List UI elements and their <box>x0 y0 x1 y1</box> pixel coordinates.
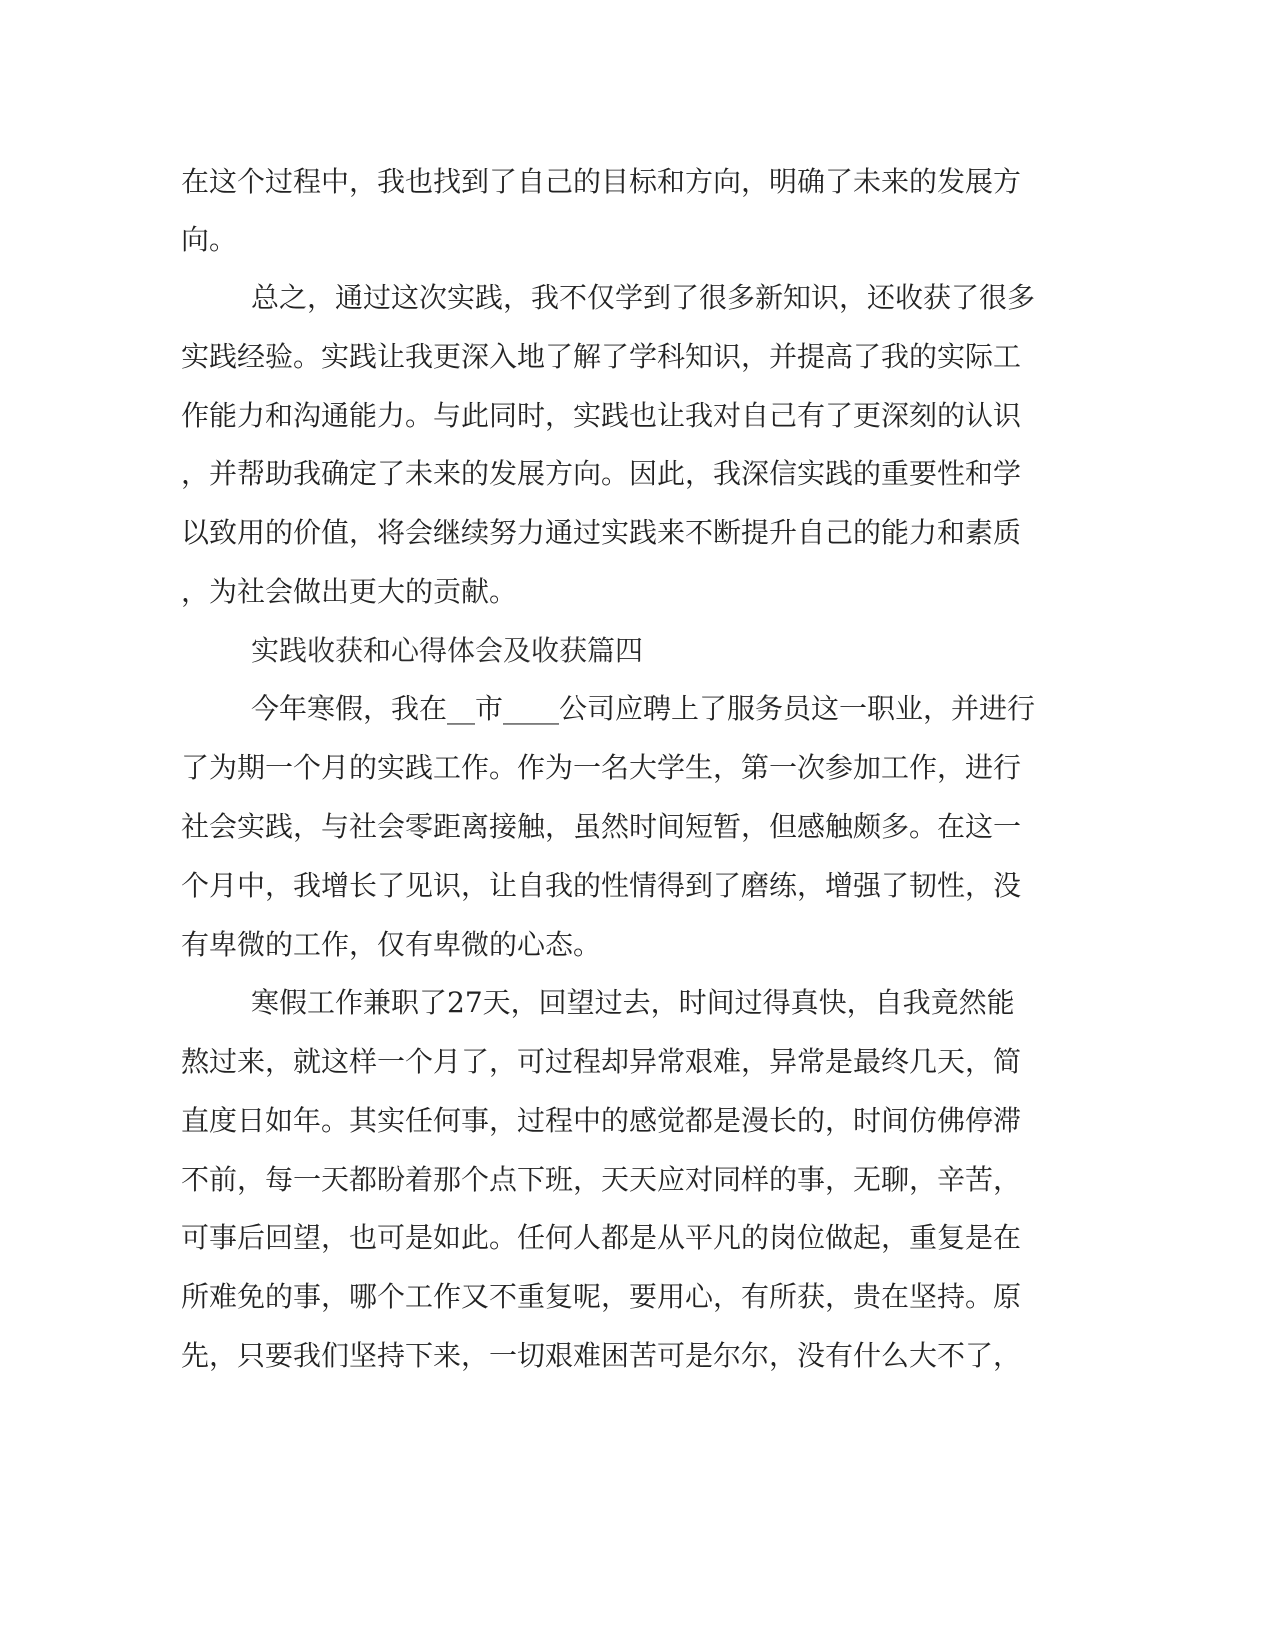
paragraph-line: 个月中，我增长了见识，让自我的性情得到了磨练，增强了韧性，没 <box>181 869 1022 902</box>
paragraph-line: 所难免的事，哪个工作又不重复呢，要用心，有所获，贵在坚持。原 <box>181 1280 1022 1313</box>
paragraph-line: 作能力和沟通能力。与此同时，实践也让我对自己有了更深刻的认识 <box>181 399 1022 432</box>
paragraph-line: ，为社会做出更大的贡献。 <box>181 575 518 608</box>
paragraph-line: ，并帮助我确定了未来的发展方向。因此，我深信实践的重要性和学 <box>181 457 1022 490</box>
paragraph-line: 直度日如年。其实任何事，过程中的感觉都是漫长的，时间仿佛停滞 <box>181 1104 1022 1137</box>
paragraph-line: 可事后回望，也可是如此。任何人都是从平凡的岗位做起，重复是在 <box>181 1221 1022 1254</box>
paragraph-line: 向。 <box>181 223 238 256</box>
paragraph-line: 了为期一个月的实践工作。作为一名大学生，第一次参加工作，进行 <box>181 751 1022 784</box>
paragraph-line: 在这个过程中，我也找到了自己的目标和方向，明确了未来的发展方 <box>181 165 1022 198</box>
paragraph-line: 社会实践，与社会零距离接触，虽然时间短暂，但感触颇多。在这一 <box>181 810 1022 843</box>
paragraph-line: 以致用的价值，将会继续努力通过实践来不断提升自己的能力和素质 <box>181 516 1022 549</box>
paragraph-line: 熬过来，就这样一个月了，可过程却异常艰难，异常是最终几天，简 <box>181 1045 1022 1078</box>
paragraph-line: 今年寒假，我在__市____公司应聘上了服务员这一职业，并进行 <box>251 692 1036 725</box>
paragraph-line: 实践经验。实践让我更深入地了解了学科知识，并提高了我的实际工 <box>181 340 1022 373</box>
section-heading: 实践收获和心得体会及收获篇四 <box>251 634 644 667</box>
paragraph-line: 先，只要我们坚持下来，一切艰难困苦可是尔尔，没有什么大不了， <box>181 1339 1022 1372</box>
paragraph-line: 不前，每一天都盼着那个点下班，天天应对同样的事，无聊，辛苦， <box>181 1163 1022 1196</box>
paragraph-line: 总之，通过这次实践，我不仅学到了很多新知识，还收获了很多 <box>251 281 1036 314</box>
paragraph-line: 有卑微的工作，仅有卑微的心态。 <box>181 928 602 961</box>
paragraph-line: 寒假工作兼职了27天，回望过去，时间过得真快，自我竟然能 <box>251 986 1015 1019</box>
